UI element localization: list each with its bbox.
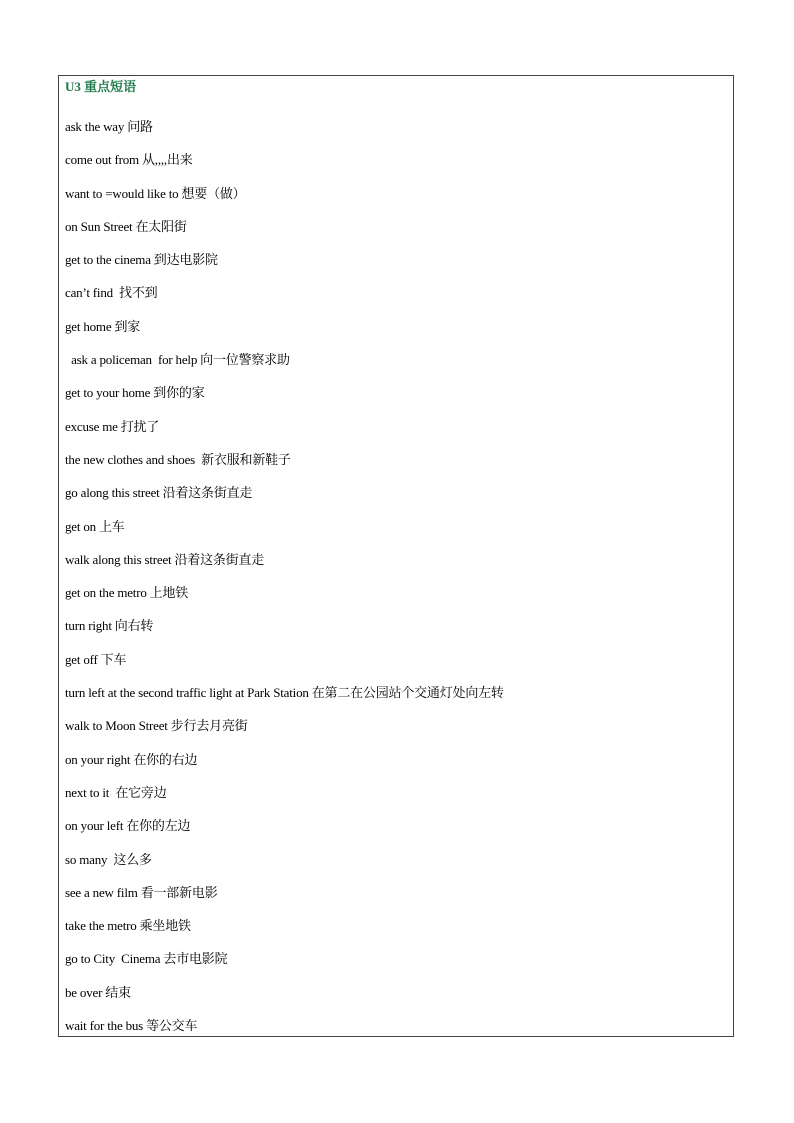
phrase-item: go along this street 沿着这条街直走	[65, 485, 253, 501]
section-title: U3 重点短语	[65, 79, 137, 94]
phrase-item: see a new film 看一部新电影	[65, 884, 218, 900]
phrase-item: come out from 从,,,,出来	[65, 152, 193, 168]
phrase-item: get off 下车	[65, 651, 127, 667]
phrase-item: walk along this street 沿着这条街直走	[65, 551, 265, 567]
phrase-item: ask the way 问路	[65, 119, 153, 134]
phrase-item: excuse me 打扰了	[65, 418, 160, 434]
phrase-item: wait for the bus 等公交车	[65, 1018, 198, 1034]
phrase-item: next to it 在它旁边	[65, 784, 167, 800]
phrase-item: turn left at the second traffic light at Park Station 在第二在公园站个交通灯处向左转	[65, 685, 504, 701]
phrase-item: on your right 在你的右边	[65, 751, 198, 767]
phrase-item: get on 上车	[65, 518, 125, 534]
phrase-list	[65, 118, 504, 1050]
phrase-item: get to your home 到你的家	[65, 385, 205, 401]
phrase-item: walk to Moon Street 步行去月亮街	[65, 718, 248, 734]
phrase-item: get on the metro 上地铁	[65, 585, 189, 601]
phrase-item: ask a policeman for help 向一位警察求助	[65, 352, 290, 368]
phrase-item: go to City Cinema 去市电影院	[65, 951, 228, 967]
phrase-item: be over 结束	[65, 984, 131, 1000]
phrase-item: get to the cinema 到达电影院	[65, 252, 218, 268]
phrase-item: want to =would like to 想要（做）	[65, 185, 246, 201]
phrase-item: so many 这么多	[65, 851, 152, 867]
phrase-item: can’t find 找不到	[65, 285, 158, 301]
phrase-item: turn right 向右转	[65, 618, 154, 634]
phrase-item: the new clothes and shoes 新衣服和新鞋子	[65, 451, 291, 467]
phrase-item: on Sun Street 在太阳街	[65, 218, 187, 234]
phrase-item: get home 到家	[65, 318, 141, 334]
phrase-item: on your left 在你的左边	[65, 818, 191, 834]
phrase-item: take the metro 乘坐地铁	[65, 918, 191, 934]
